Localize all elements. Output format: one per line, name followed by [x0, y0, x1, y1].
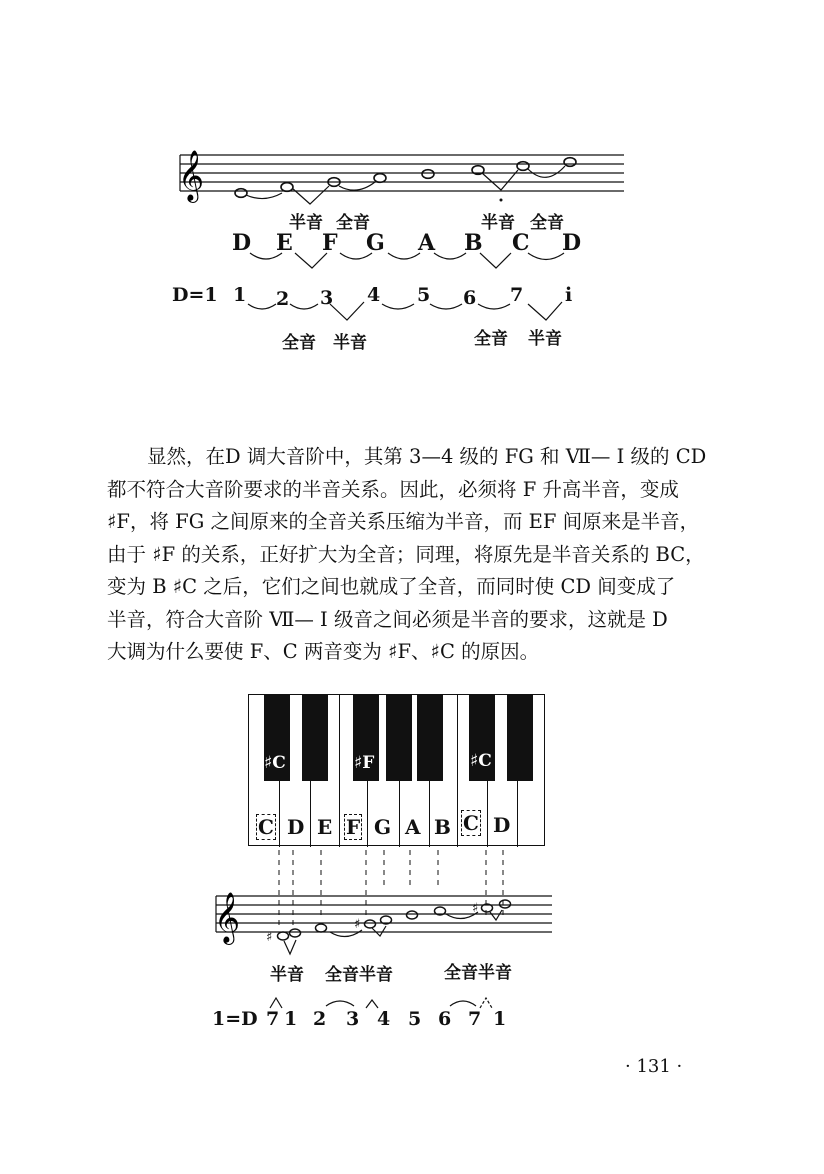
black-key-dsharp — [302, 695, 328, 781]
svg-text:♯: ♯ — [354, 917, 361, 932]
black-key-label: ♯F — [354, 753, 375, 773]
scale-degree: 5 — [417, 284, 431, 306]
white-key-label: C — [463, 811, 479, 835]
scale-degree: 6 — [438, 1008, 452, 1030]
white-key-label: C — [258, 815, 274, 839]
note-letter: B — [464, 230, 483, 256]
label-whole-semitone-2: 全音半音 — [444, 963, 512, 983]
note-letter: D — [562, 230, 582, 256]
white-key-label: A — [405, 815, 421, 839]
scale-degree: 3 — [320, 287, 334, 309]
body-paragraph — [107, 441, 725, 669]
label-semitone-5: 半音 — [270, 965, 304, 985]
white-key-label: G — [374, 815, 392, 839]
treble-clef-icon: 𝄞 — [214, 892, 241, 943]
note-letter: G — [366, 230, 385, 256]
black-key-label: ♯C — [470, 751, 492, 771]
label-whole-semitone-1: 全音半音 — [325, 965, 393, 985]
white-key-label: D — [493, 813, 511, 837]
note-letter: D — [232, 230, 252, 256]
label-whole-4: 全音 — [474, 329, 508, 349]
scale-degree: 2 — [313, 1008, 327, 1030]
scale-degree: 5 — [408, 1008, 422, 1030]
scale-degree: 7 — [510, 284, 524, 306]
label-semitone-3: 半音 — [333, 333, 367, 353]
paragraph-line: 大调为什么要使 F、C 两音变为 ♯F、♯C 的原因。 — [107, 640, 540, 663]
scale-degree: 4 — [367, 284, 381, 306]
white-key-label: B — [434, 815, 451, 839]
note-letter: A — [418, 230, 436, 256]
label-semitone-1: 半音 — [289, 213, 323, 233]
scale-degree: 4 — [377, 1008, 391, 1030]
label-semitone-2: 半音 — [481, 213, 515, 233]
label-semitone-4: 半音 — [528, 329, 562, 349]
scale-degree: i — [565, 284, 573, 306]
white-key-label: F — [346, 815, 361, 839]
black-key-dsharp-2 — [507, 695, 533, 781]
scale-degree: 7 — [266, 1008, 280, 1030]
svg-text:♯: ♯ — [472, 901, 479, 916]
scale-degree: 1 — [233, 284, 247, 306]
paragraph-line: 由于 ♯F 的关系，正好扩大为全音；同理，将原先是半音关系的 BC， — [107, 542, 705, 566]
paragraph-line: 半音，符合大音阶 Ⅶ— Ⅰ 级音之间必须是半音的要求，这就是 D — [107, 607, 668, 631]
black-key-asharp — [417, 695, 443, 781]
scale-degree: 1 — [284, 1008, 298, 1030]
scale-degree: 6 — [463, 287, 477, 309]
scale-degree: 3 — [346, 1008, 360, 1030]
svg-text:♯: ♯ — [266, 930, 273, 945]
white-key-label: D — [287, 815, 305, 839]
note-letter: E — [276, 230, 293, 256]
scale-degree: 1 — [493, 1008, 507, 1030]
white-key-label: E — [317, 815, 333, 839]
label-whole-1: 全音 — [336, 213, 370, 233]
black-key-label: ♯C — [264, 753, 286, 773]
paragraph-line: 都不符合大音阶要求的半音关系。因此，必须将 F 升高半音，变成 — [107, 477, 679, 501]
note-letter: F — [322, 230, 338, 256]
treble-clef-icon: 𝄞 — [178, 150, 205, 201]
label-whole-2: 全音 — [530, 213, 564, 233]
scale-degree: 2 — [276, 288, 290, 310]
black-key-gsharp — [386, 695, 412, 781]
piano-keyboard — [248, 694, 545, 846]
page-number: · 131 · — [625, 1056, 683, 1077]
staff-diagram-top — [0, 0, 824, 380]
scale-degree: 7 — [468, 1008, 482, 1030]
label-whole-3: 全音 — [282, 333, 316, 353]
numeric-key: D=1 — [172, 284, 218, 306]
paragraph-line: 变为 B ♯C 之后，它们之间也就成了全音，而同时使 CD 间变成了 — [107, 575, 676, 598]
paragraph-line: 显然，在D 调大音阶中，其第 3—4 级的 FG 和 Ⅶ— Ⅰ 级的 CD — [147, 445, 707, 468]
scale-key: 1=D — [212, 1008, 258, 1030]
paragraph-line: ♯F，将 FG 之间原来的全音关系压缩为半音，而 EF 间原来是半音， — [107, 510, 700, 533]
note-letter: C — [512, 230, 530, 256]
